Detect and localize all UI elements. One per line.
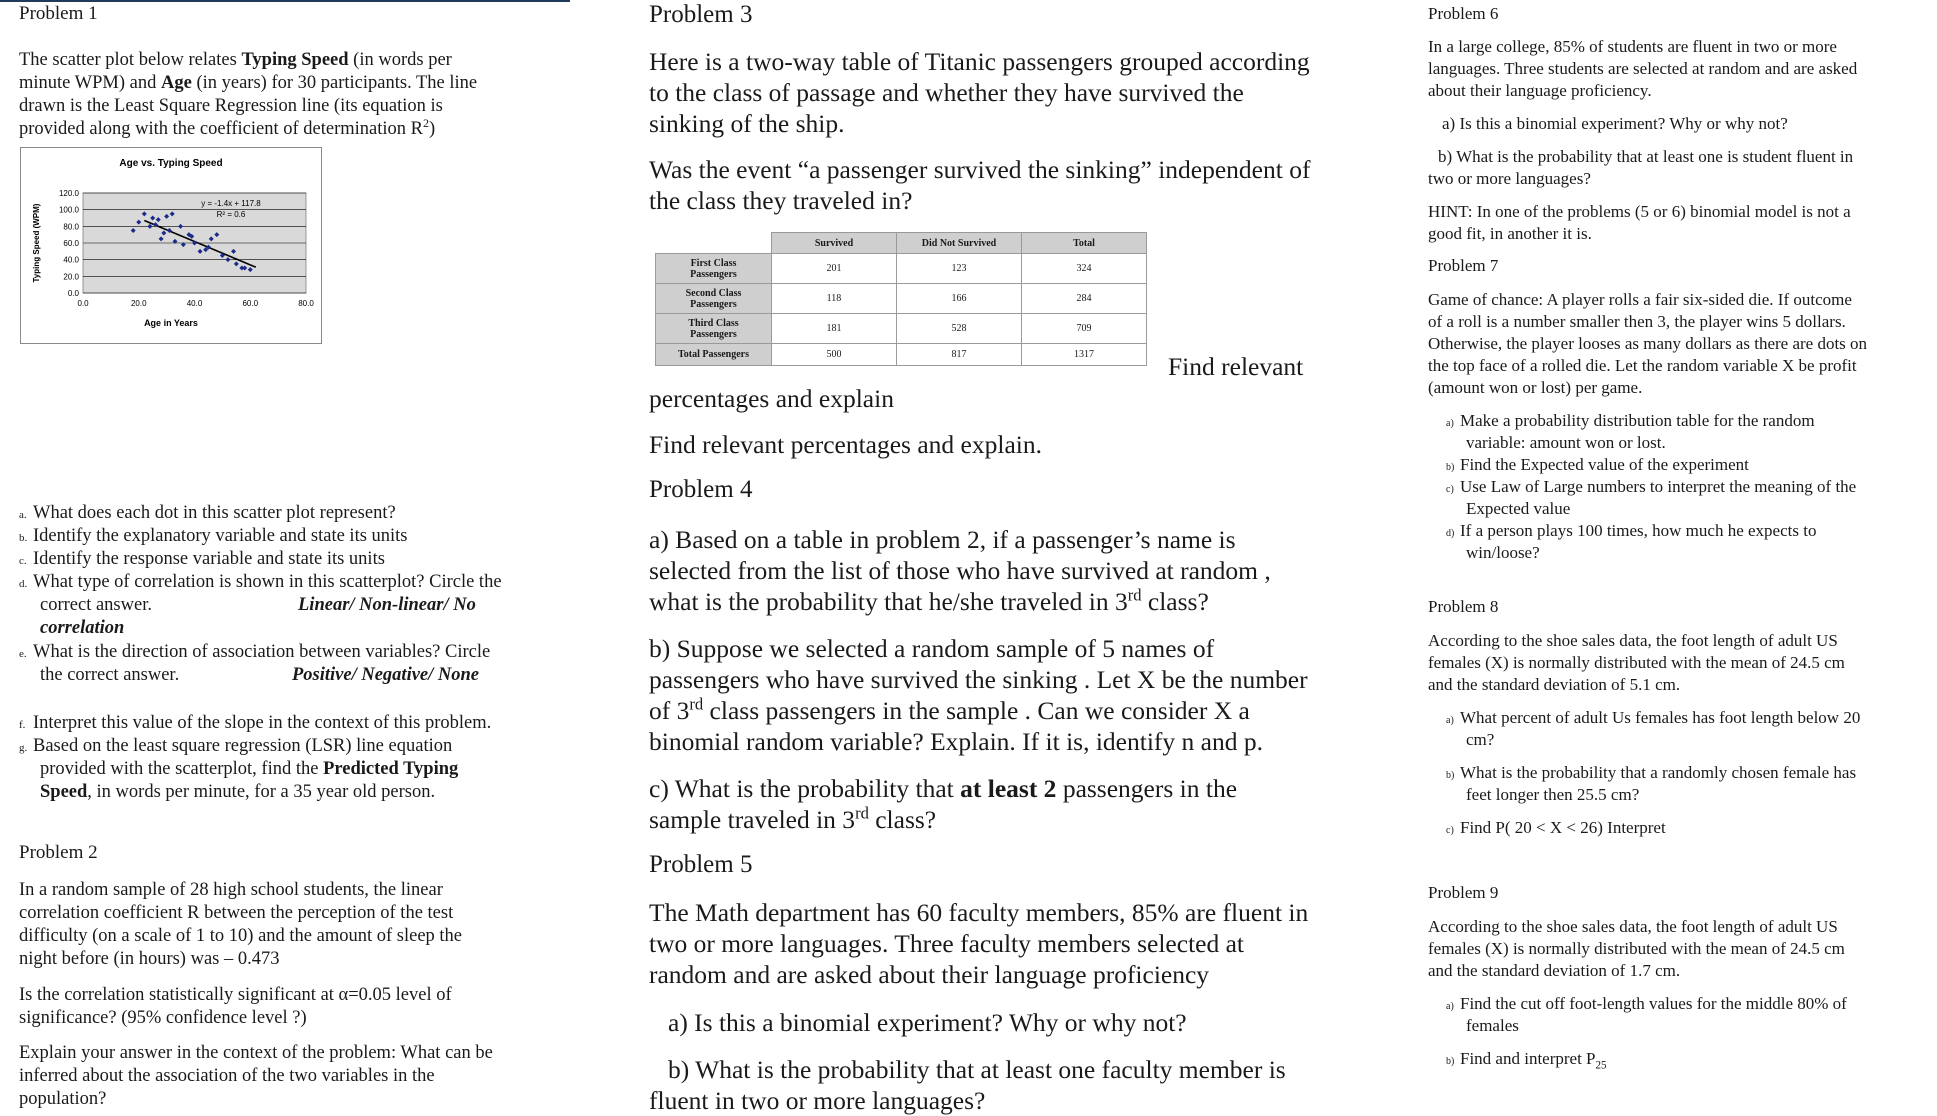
p1-question-e-line2: the correct answer. [40,665,180,685]
table-header-total: Total [1022,233,1147,254]
p3-find-relevant-wrap: percentages and explain [649,384,894,413]
p4-a-line-1: a) Based on a table in problem 2, if a passenger’s name is [649,525,1236,554]
p1-intro-line-1: The scatter plot below relates Typing Speed (in words per [19,50,452,70]
y-axis-label: Typing Speed (WPM) [32,203,41,283]
p7-item-b: b) Find the Expected value of the experiment [1446,455,1749,474]
p1-intro-line-4: provided along with the coefficient of determination $R^2$) [19,115,436,139]
p3-question-1: Was the event “a passenger survived the sinking” independent of [649,155,1311,184]
p8-item-a-line-2: cm? [1466,730,1495,749]
p7-line-5: (amount won or lost) per game. [1428,378,1643,397]
p6-question-a: a) Is this a binomial experiment? Why or why not? [1442,114,1788,133]
p2-question-2a: Explain your answer in the context of the problem: What can be [19,1043,493,1063]
x-tick-label: 40.0 [186,299,203,308]
p8-item-c: c) Find P( 20 < X < 26) Interpret [1446,818,1666,837]
p7-line-1: Game of chance: A player rolls a fair six-sided die. If outcome [1428,290,1852,309]
table-header-survived: Survived [772,233,897,254]
p4-b-line-3: of 3rd class passengers in the sample . Can we consider X a [649,694,1250,725]
p1-intro-line-2: minute WPM) and Age (in years) for 30 participants. The line [19,73,478,93]
p4-c-line-2: sample traveled in 3rd class? [649,803,937,834]
p1-question-g: g. Based on the least square regression (LSR) line equation [19,736,453,756]
p1-question-d-options-line2: correlation [40,618,125,638]
table-row [656,254,1147,284]
table-row-label: Third Class Passengers [656,314,772,344]
p1-question-e: e. What is the direction of association between variables? Circle [19,642,491,662]
p9-line-2: females (X) is normally distributed with the mean of 24.5 cm [1428,939,1845,958]
table-row-label: First Class Passengers [656,254,772,284]
p1-question-g-line3: Speed, in words per minute, for a 35 year old person. [40,782,436,802]
p2-question-2b: inferred about the association of the two variables in the [19,1066,435,1086]
p4-b-line-4: binomial random variable? Explain. If it is, identify n and p. [649,727,1263,756]
y-tick-label: 20.0 [63,272,79,282]
x-tick-label: 80.0 [298,299,314,308]
table-cell: 324 [1022,254,1147,284]
p1-question-d: d. What type of correlation is shown in this scatterplot? Circle the [19,572,502,592]
p3-line-3: sinking of the ship. [649,109,845,138]
table-cell: 166 [897,284,1022,314]
problem-1-title: Problem 1 [19,3,98,24]
table-cell: 528 [897,314,1022,344]
p5-line-1: The Math department has 60 faculty members, 85% are fluent in [649,898,1309,927]
column-left [0,0,615,1116]
p8-item-b-line-2: feet longer then 25.5 cm? [1466,785,1640,804]
r-squared-label: R² = 0.6 [216,210,246,219]
p3-find-relevant: Find relevant percentages and explain. [649,430,1042,459]
table-cell: 118 [772,284,897,314]
p7-item-d: d) If a person plays 100 times, how much he expects to [1446,521,1817,540]
p8-line-1: According to the shoe sales data, the foot length of adult US [1428,631,1838,650]
table-row-label: Total Passengers [656,344,772,366]
x-tick-label: 60.0 [242,299,259,308]
table-row [656,314,1147,344]
p4-b-line-2: passengers who have survived the sinking . Let X be the number [649,665,1308,694]
p8-item-a: a) What percent of adult Us females has foot length below 20 [1446,708,1861,727]
p7-item-c-line-2: Expected value [1466,499,1571,518]
problem-3-title: Problem 3 [649,1,753,28]
p1-question-d-options: Linear/ Non-linear/ No [298,595,476,615]
p9-line-1: According to the shoe sales data, the foot length of adult US [1428,917,1838,936]
p5-question-b-line-1: b) What is the probability that at least one faculty member is [668,1055,1286,1084]
problem-5-title: Problem 5 [649,851,753,878]
y-tick-label: 80.0 [63,222,79,232]
table-cell: 500 [772,344,897,366]
p7-item-a-line-2: variable: amount won or lost. [1466,433,1666,452]
p1-question-c: c. Identify the response variable and state its units [19,549,385,569]
p1-question-a: a. What does each dot in this scatter plot represent? [19,503,396,523]
p2-line-4: night before (in hours) was – 0.473 [19,949,280,969]
p1-intro-line-3: drawn is the Least Square Regression line (its equation is [19,96,443,116]
p1-question-b: b. Identify the explanatory variable and state its units [19,526,408,546]
problem-8-title: Problem 8 [1428,597,1499,616]
table-cell: 817 [897,344,1022,366]
p2-question-2c: population? [19,1089,107,1109]
table-cell: 181 [772,314,897,344]
x-tick-label: 20.0 [130,299,147,308]
p8-item-b: b) What is the probability that a randomly chosen female has [1446,763,1857,782]
table-row [656,344,1147,366]
p3-find-relevant-inline: Find relevant [1168,352,1304,381]
p7-line-4: the top face of a rolled die. Let the random variable X be profit [1428,356,1857,375]
table-row [656,284,1147,314]
y-tick-label: 0.0 [67,289,79,298]
p4-a-line-2: selected from the list of those who have survived at random , [649,556,1271,585]
y-tick-label: 100.0 [58,205,79,215]
p1-question-g-line2: provided with the scatterplot, find the Predicted Typing [40,759,459,779]
p5-line-3: random and are asked about their language proficiency [649,960,1210,989]
y-tick-label: 40.0 [63,255,79,265]
p1-question-d-line2: correct answer. [40,595,152,615]
p2-line-1: In a random sample of 28 high school students, the linear [19,880,443,900]
p6-question-b-line-2: two or more languages? [1428,169,1591,188]
p2-question-1b: significance? (95% confidence level ?) [19,1008,307,1028]
table-header-did-not-survive: Did Not Survived [897,233,1022,254]
problem-4-title: Problem 4 [649,476,753,503]
problem-6-title: Problem 6 [1428,4,1499,23]
p8-line-3: and the standard deviation of 5.1 cm. [1428,675,1681,694]
p2-line-2: correlation coefficient R between the perception of the test [19,903,454,923]
p5-line-2: two or more languages. Three faculty members selected at [649,929,1245,958]
scatter-chart [20,147,322,344]
p6-hint-line-2: good fit, in another it is. [1428,224,1592,243]
x-tick-label: 0.0 [77,299,89,308]
p9-item-a-line-2: females [1466,1016,1519,1035]
p2-line-3: difficulty (on a scale of 1 to 10) and the amount of sleep the [19,926,463,946]
p1-question-f: f. Interpret this value of the slope in the context of this problem. [19,713,492,733]
p1-question-e-options: Positive/ Negative/ None [292,665,480,685]
p7-item-d-line-2: win/loose? [1466,543,1540,562]
p7-item-a: a) Make a probability distribution table for the random [1446,411,1815,430]
p6-line-2: languages. Three students are selected at random and are asked [1428,59,1858,78]
p6-question-b-line-1: b) What is the probability that at least one is student fluent in [1438,147,1854,166]
p6-line-1: In a large college, 85% of students are fluent in two or more [1428,37,1837,56]
table-row-label: Second Class Passengers [656,284,772,314]
scatter-chart-svg [21,148,321,343]
problem-2-title: Problem 2 [19,842,98,863]
problem-7-title: Problem 7 [1428,256,1499,275]
titanic-table [655,232,1147,366]
table-header-corner [656,233,772,254]
p3-question-2: the class they traveled in? [649,186,913,215]
p5-question-b-line-2: fluent in two or more languages? [649,1086,986,1115]
p7-line-3: Otherwise, the player looses as many dollars as there are dots on [1428,334,1868,353]
y-tick-label: 120.0 [58,189,79,198]
p9-item-b: b) Find and interpret $P_{25}$ [1446,1049,1607,1072]
table-cell: 123 [897,254,1022,284]
x-axis-label: Age in Years [144,318,198,328]
table-cell: 201 [772,254,897,284]
p7-item-c: c) Use Law of Large numbers to interpret the meaning of the [1446,477,1857,496]
problem-9-title: Problem 9 [1428,883,1499,902]
table-header-row [656,233,1147,254]
table-cell: 1317 [1022,344,1147,366]
p5-question-a: a) Is this a binomial experiment? Why or why not? [668,1008,1187,1037]
table-cell: 709 [1022,314,1147,344]
table-cell: 284 [1022,284,1147,314]
chart-title: Age vs. Typing Speed [119,158,223,169]
regression-equation: y = -1.4x + 117.8 [201,199,261,208]
p4-b-line-1: b) Suppose we selected a random sample of 5 names of [649,634,1215,663]
y-tick-label: 60.0 [63,239,79,248]
p7-line-2: of a roll is a number smaller then 3, the player wins 5 dollars. [1428,312,1846,331]
p9-item-a: a) Find the cut off foot-length values for the middle 80% of [1446,994,1847,1013]
p6-line-3: about their language proficiency. [1428,81,1652,100]
p3-line-1: Here is a two-way table of Titanic passengers grouped according [649,47,1310,76]
p3-line-2: to the class of passage and whether they have survived the [649,78,1244,107]
p4-c-line-1: c) What is the probability that at least 2 passengers in the [649,774,1238,803]
p2-question-1a: Is the correlation statistically significant at α=0.05 level of [19,985,452,1005]
p6-hint-line-1: HINT: In one of the problems (5 or 6) binomial model is not a [1428,202,1851,221]
p4-a-line-3: what is the probability that he/she traveled in 3rd class? [649,585,1209,616]
p8-line-2: females (X) is normally distributed with the mean of 24.5 cm [1428,653,1845,672]
p9-line-3: and the standard deviation of 1.7 cm. [1428,961,1681,980]
